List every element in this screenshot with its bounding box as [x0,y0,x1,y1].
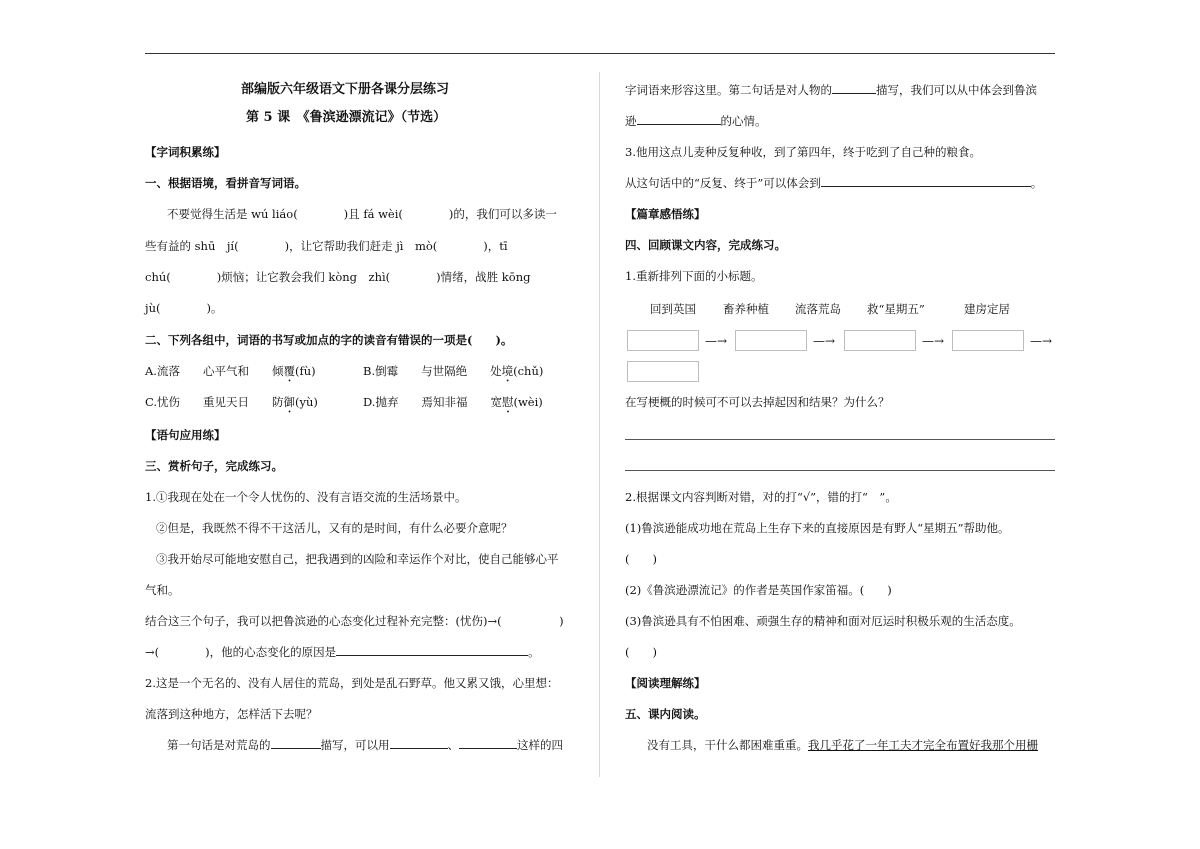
arrow-2: —→ [813,334,836,348]
reading-passage-underlined: 我几乎花了一年工夫才完全布置好我那个用栅 [808,738,1038,752]
order-box-1[interactable] [627,330,699,351]
q3-sentence-3-cont: 气和。 [145,583,180,597]
q3-q-part-1: 第一句话是对荒岛的 [167,738,271,752]
q3-fill-reason [145,642,540,662]
question-4-why: 在写梗概的时候可不可以去掉起因和结果？为什么？ [625,395,890,409]
q3-continued-line-1 [625,80,1037,100]
option-b-text: B.倒霉 与世隔绝 处 [363,364,502,378]
order-box-5[interactable] [627,361,699,382]
q3-sentence-2: ②但是，我既然不得不干这活儿，又有的是时间，有什么必要介意呢？ [156,521,513,535]
arrow-3: —→ [922,334,945,348]
judge-3-paren[interactable]: ( ) [625,645,657,659]
subtitle-5: 建房定居 [964,302,1010,316]
arrow-4: —→ [1030,334,1053,348]
q3-sentence-1: 1.①我现在处在一个令人忧伤的、没有言语交流的生活场景中。 [145,490,467,504]
option-a-pinyin: (fù) [294,364,316,378]
q3-q-part-3: 、 [447,738,459,752]
answer-blank[interactable] [637,112,721,125]
q3-fill-reason-text: →( )，他的心态变化的原因是 [145,645,337,659]
option-d-dotted-char: 慰 [501,395,514,409]
subtitle-3: 流落荒岛 [795,302,841,316]
question-2-title: 二、下列各组中，词语的书写或加点的字的读音有错误的一项是( )。 [145,333,513,347]
question-1-line-4: jù( )。 [145,301,223,315]
q3-cont-part-4: 的心情。 [720,114,767,128]
top-rule [145,53,1055,54]
subtitle-1: 回到英国 [650,302,696,316]
subtitle-2: 畜养种植 [723,302,769,316]
document-title: 部编版六年级语文下册各课分层练习 [241,82,450,97]
question-3-title: 三、赏析句子，完成练习。 [145,459,283,473]
question-4-2: 2.根据课文内容判断对错，对的打“√”，错的打“ ”。 [625,490,897,504]
question-1-line-1: 不要觉得生活是 wú liáo( )且 fá wèi( )的，我们可以多读一 [167,207,557,221]
option-c [145,392,318,416]
order-box-3[interactable] [844,330,916,351]
question-1-line-2: 些有益的 shū jí( )，让它帮助我们赶走 jì mò( )，tī [145,239,508,253]
answer-blank[interactable] [459,736,517,749]
judge-1: (1)鲁滨逊能成功地在荒岛上生存下来的直接原因是有野人“星期五”帮助他。 [625,521,1010,535]
option-b [363,361,543,385]
answer-line-1[interactable] [625,439,1055,440]
answer-blank[interactable] [832,81,876,94]
option-b-dotted-char: 境 [501,364,514,378]
option-a [145,361,316,385]
subtitle-4: 救“星期五” [867,302,925,316]
q3-cont-part-3: 逊 [625,114,637,128]
q3-fill-reason-end: 。 [528,645,540,659]
answer-blank[interactable] [336,643,528,656]
q3-passage-2-question [167,735,563,755]
judge-1-paren[interactable]: ( ) [625,552,657,566]
judge-2: (2)《鲁滨逊漂流记》的作者是英国作家笛福。( ) [625,583,892,597]
answer-blank[interactable] [271,736,321,749]
answer-blank[interactable] [390,736,448,749]
option-c-dotted-char: 御 [283,395,296,409]
column-divider [599,72,600,777]
question-5-title: 五、课内阅读。 [625,707,706,721]
section-header-chapter: 【篇章感悟练】 [625,207,706,221]
question-4-title: 四、回顾课文内容，完成练习。 [625,238,786,252]
q3-sentence-3: ③我开始尽可能地安慰自己，把我遇到的凶险和幸运作个对比，使自己能够心平 [156,552,559,566]
question-1-title: 一、根据语境，看拼音写词语。 [145,176,306,190]
arrow-1: —→ [705,334,728,348]
question-1-line-3: chú( )烦恼；让它教会我们 kòng zhì( )情绪，战胜 kōng [145,270,531,284]
q3-item-3-fill [625,173,1042,193]
q3-q-part-2: 描写，可以用 [320,738,390,752]
section-header-vocab: 【字词积累练】 [145,145,226,159]
q3-q-part-4: 这样的四 [517,738,563,752]
order-box-2[interactable] [735,330,807,351]
q3-passage-2-line-1: 2.这是一个无名的、没有人居住的荒岛，到处是乱石野草。他又累又饿，心里想： [145,676,559,690]
q3-item-3-end: 。 [1030,176,1043,190]
option-c-pinyin: (yù) [295,395,318,409]
reading-passage [647,735,1038,755]
q3-cont-part-1: 字词语来形容这里。第二句话是对人物的 [625,83,832,97]
reading-passage-text: 没有工具，干什么都困难重重。 [647,738,808,752]
option-d [363,392,543,416]
option-a-dotted-char: 覆 [283,364,295,378]
judge-3: (3)鲁滨逊具有不怕困难、顽强生存的精神和面对厄运时积极乐观的生活态度。 [625,614,1021,628]
q3-item-3-text: 从这句话中的“反复、终于”可以体会到 [625,176,821,190]
answer-line-2[interactable] [625,470,1055,471]
q3-fill-prompt: 结合这三个句子，我可以把鲁滨逊的心态变化过程补充完整：(忧伤)→( ) [145,614,564,628]
answer-blank[interactable] [821,174,1031,187]
q3-continued-line-2 [625,111,767,131]
q3-item-3: 3.他用这点儿麦种反复种收，到了第四年，终于吃到了自己种的粮食。 [625,145,981,159]
option-c-text: C.忧伤 重见天日 防 [145,395,284,409]
option-a-text: A.流落 心平气和 倾 [145,364,284,378]
q3-cont-part-2: 描写，我们可以从中体会到鲁滨 [876,83,1037,97]
order-box-4[interactable] [952,330,1024,351]
option-b-pinyin: (chǔ) [513,364,544,378]
q3-passage-2-line-2: 流落到这种地方，怎样活下去呢？ [145,707,318,721]
section-header-sentence: 【语句应用练】 [145,428,226,442]
question-4-1: 1.重新排列下面的小标题。 [625,269,763,283]
option-d-pinyin: (wèi) [513,395,543,409]
section-header-reading: 【阅读理解练】 [625,676,706,690]
option-d-text: D.抛弃 焉知非福 宽 [363,395,502,409]
lesson-subtitle: 第 5 课 《鲁滨逊漂流记》（节选） [246,110,447,125]
